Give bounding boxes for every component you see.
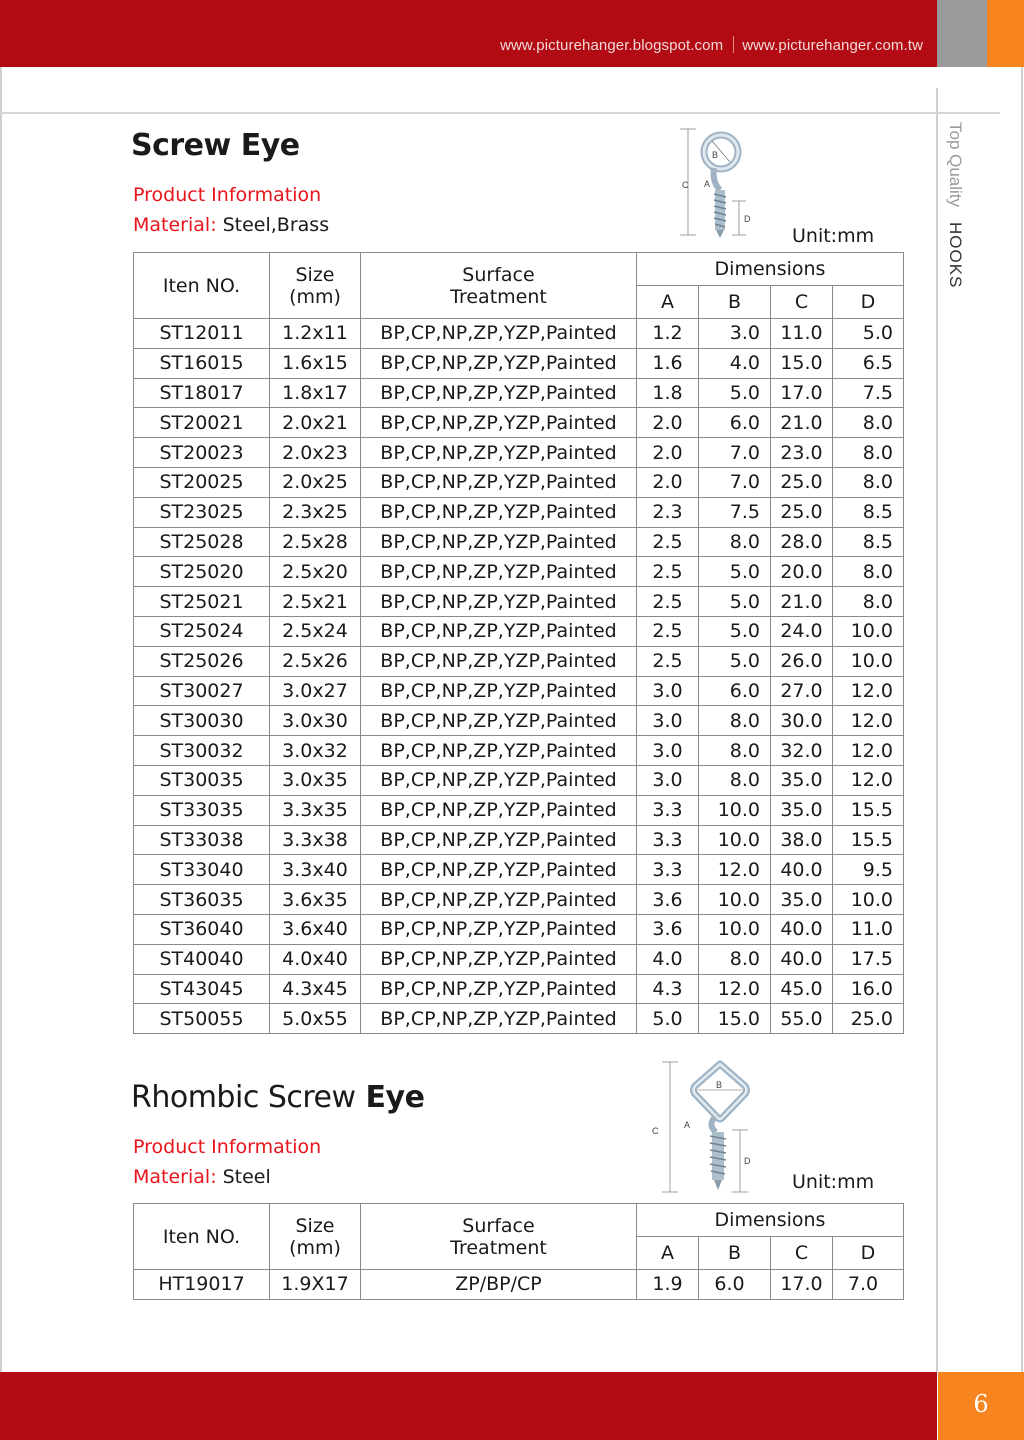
cell-dim-a: 2.5	[637, 557, 699, 587]
table-row	[134, 438, 904, 468]
cell-item-no: ST30035	[134, 765, 270, 795]
dim-label-c: C	[652, 1126, 659, 1136]
cell-item-no: ST23025	[134, 497, 270, 527]
table-row	[134, 974, 904, 1004]
title-part-bold: Eye	[365, 1080, 425, 1115]
cell-dim-c: 35.0	[771, 765, 833, 795]
cell-size: 3.0x27	[270, 676, 361, 706]
cell-dim-a: 2.5	[637, 616, 699, 646]
cell-dim-a: 1.2	[637, 319, 699, 349]
cell-size: 4.3x45	[270, 974, 361, 1004]
cell-dim-a: 2.0	[637, 438, 699, 468]
cell-item-no: ST50055	[134, 1004, 270, 1034]
cell-surface: BP,CP,NP,ZP,YZP,Painted	[361, 765, 637, 795]
dim-label-c: C	[682, 180, 689, 190]
cell-surface: BP,CP,NP,ZP,YZP,Painted	[361, 974, 637, 1004]
product-info-heading: Product Information	[133, 184, 322, 206]
dim-label-d: D	[744, 214, 751, 224]
dim-label-b: B	[716, 1080, 723, 1090]
cell-dim-a: 4.0	[637, 944, 699, 974]
cell-dim-a: 3.6	[637, 914, 699, 944]
cell-size: 1.2x11	[270, 319, 361, 349]
cell-dim-d: 7.5	[833, 378, 904, 408]
cell-dim-d: 12.0	[833, 765, 904, 795]
title-part: Screw	[131, 128, 231, 163]
title-part-bold: Eye	[240, 128, 300, 163]
cell-surface: BP,CP,NP,ZP,YZP,Painted	[361, 914, 637, 944]
cell-size: 2.5x21	[270, 587, 361, 617]
cell-item-no: ST40040	[134, 944, 270, 974]
header-a: A	[637, 286, 699, 319]
dim-label-b: B	[712, 150, 719, 160]
cell-dim-b: 10.0	[699, 795, 771, 825]
cell-item-no: ST20021	[134, 408, 270, 438]
cell-dim-b: 5.0	[699, 587, 771, 617]
cell-dim-b: 7.5	[699, 497, 771, 527]
cell-dim-b: 12.0	[699, 855, 771, 885]
table-row	[134, 378, 904, 408]
footer-bar	[0, 1372, 937, 1440]
cell-surface: BP,CP,NP,ZP,YZP,Painted	[361, 497, 637, 527]
section-title-rhombic-screw-eye	[131, 1080, 424, 1115]
cell-dim-b: 5.0	[699, 557, 771, 587]
cell-size: 3.3x35	[270, 795, 361, 825]
cell-dim-a: 3.0	[637, 676, 699, 706]
cell-dim-d: 8.0	[833, 557, 904, 587]
cell-dim-d: 8.0	[833, 408, 904, 438]
cell-dim-d: 25.0	[833, 1004, 904, 1034]
table-row	[134, 1270, 904, 1300]
cell-dim-d: 15.5	[833, 795, 904, 825]
cell-size: 3.0x32	[270, 736, 361, 766]
cell-size: 2.0x21	[270, 408, 361, 438]
cell-size: 2.3x25	[270, 497, 361, 527]
cell-dim-a: 3.0	[637, 736, 699, 766]
table-row	[134, 825, 904, 855]
header-d: D	[833, 1237, 904, 1270]
cell-surface: BP,CP,NP,ZP,YZP,Painted	[361, 467, 637, 497]
table-row	[134, 587, 904, 617]
header-d: D	[833, 286, 904, 319]
cell-item-no: ST12011	[134, 319, 270, 349]
cell-dim-b: 10.0	[699, 914, 771, 944]
header-surface-line2: Treatment	[450, 285, 547, 308]
cell-dim-b: 8.0	[699, 944, 771, 974]
cell-dim-c: 20.0	[771, 557, 833, 587]
cell-dim-c: 25.0	[771, 497, 833, 527]
cell-dim-c: 40.0	[771, 855, 833, 885]
side-divider	[936, 88, 938, 1372]
cell-dim-a: 2.0	[637, 467, 699, 497]
dim-label-a: A	[704, 179, 711, 189]
cell-dim-c: 38.0	[771, 825, 833, 855]
cell-item-no: ST30027	[134, 676, 270, 706]
cell-item-no: ST43045	[134, 974, 270, 1004]
material-line	[133, 1166, 271, 1188]
cell-dim-b: 10.0	[699, 825, 771, 855]
screw-eye-spec-table	[133, 252, 904, 1034]
table-row	[134, 706, 904, 736]
cell-surface: BP,CP,NP,ZP,YZP,Painted	[361, 855, 637, 885]
cell-surface: BP,CP,NP,ZP,YZP,Painted	[361, 646, 637, 676]
cell-item-no: ST33040	[134, 855, 270, 885]
cell-dim-d: 8.0	[833, 467, 904, 497]
cell-dim-d: 12.0	[833, 736, 904, 766]
cell-dim-a: 1.6	[637, 348, 699, 378]
cell-size: 3.3x38	[270, 825, 361, 855]
cell-surface: BP,CP,NP,ZP,YZP,Painted	[361, 616, 637, 646]
website-link[interactable]: www.picturehanger.com.tw	[742, 37, 923, 54]
cell-dim-b: 5.0	[699, 646, 771, 676]
cell-surface: BP,CP,NP,ZP,YZP,Painted	[361, 736, 637, 766]
cell-item-no: ST33035	[134, 795, 270, 825]
cell-dim-b: 6.0	[699, 408, 771, 438]
header-links	[500, 36, 923, 54]
cell-surface: BP,CP,NP,ZP,YZP,Painted	[361, 587, 637, 617]
cell-dim-b: 8.0	[699, 765, 771, 795]
cell-dim-c: 17.0	[771, 1270, 833, 1300]
cell-dim-d: 10.0	[833, 885, 904, 915]
cell-surface: BP,CP,NP,ZP,YZP,Painted	[361, 676, 637, 706]
cell-dim-a: 1.8	[637, 378, 699, 408]
top-divider	[0, 112, 1000, 114]
cell-item-no: ST25026	[134, 646, 270, 676]
cell-dim-b: 12.0	[699, 974, 771, 1004]
cell-dim-a: 3.3	[637, 855, 699, 885]
cell-dim-c: 27.0	[771, 676, 833, 706]
header-c: C	[771, 1237, 833, 1270]
cell-dim-c: 45.0	[771, 974, 833, 1004]
rhombic-screw-eye-diagram-icon	[650, 1056, 760, 1196]
cell-surface: BP,CP,NP,ZP,YZP,Painted	[361, 527, 637, 557]
header-item-no: Iten NO.	[134, 253, 270, 319]
cell-dim-d: 11.0	[833, 914, 904, 944]
header-dimensions: Dimensions	[637, 253, 904, 286]
cell-size: 4.0x40	[270, 944, 361, 974]
right-border	[1021, 67, 1023, 1372]
cell-dim-d: 8.5	[833, 527, 904, 557]
table-row	[134, 765, 904, 795]
blog-link[interactable]: www.picturehanger.blogspot.com	[500, 37, 724, 54]
cell-dim-b: 8.0	[699, 736, 771, 766]
cell-dim-b: 8.0	[699, 706, 771, 736]
table-row	[134, 855, 904, 885]
cell-size: 3.6x40	[270, 914, 361, 944]
cell-dim-c: 21.0	[771, 587, 833, 617]
cell-dim-d: 16.0	[833, 974, 904, 1004]
cell-item-no: ST36040	[134, 914, 270, 944]
cell-dim-d: 17.5	[833, 944, 904, 974]
header-surface	[361, 1204, 637, 1270]
unit-label: Unit:mm	[792, 1171, 875, 1193]
cell-size: 5.0x55	[270, 1004, 361, 1034]
dim-label-d: D	[744, 1156, 751, 1166]
header-surface-line1: Surface	[462, 263, 535, 286]
cell-dim-c: 40.0	[771, 944, 833, 974]
header-size-line2: (mm)	[289, 285, 341, 308]
cell-dim-a: 2.5	[637, 646, 699, 676]
cell-dim-a: 2.5	[637, 527, 699, 557]
material-value: Steel	[222, 1166, 271, 1188]
cell-size: 3.0x35	[270, 765, 361, 795]
cell-item-no: ST20025	[134, 467, 270, 497]
cell-item-no: ST25020	[134, 557, 270, 587]
cell-dim-a: 2.3	[637, 497, 699, 527]
header-dimensions: Dimensions	[637, 1204, 904, 1237]
cell-dim-a: 3.3	[637, 825, 699, 855]
cell-dim-b: 8.0	[699, 527, 771, 557]
cell-size: 2.0x25	[270, 467, 361, 497]
header-surface	[361, 253, 637, 319]
screw-eye-diagram-icon	[676, 124, 776, 242]
cell-size: 2.5x26	[270, 646, 361, 676]
table-row	[134, 736, 904, 766]
cell-surface: BP,CP,NP,ZP,YZP,Painted	[361, 438, 637, 468]
cell-size: 3.6x35	[270, 885, 361, 915]
cell-dim-d: 15.5	[833, 825, 904, 855]
cell-dim-d: 8.5	[833, 497, 904, 527]
cell-surface: BP,CP,NP,ZP,YZP,Painted	[361, 557, 637, 587]
cell-item-no: ST16015	[134, 348, 270, 378]
rhombic-table-body	[134, 1270, 904, 1300]
cell-dim-d: 10.0	[833, 616, 904, 646]
cell-size: 1.6x15	[270, 348, 361, 378]
cell-size: 2.5x20	[270, 557, 361, 587]
table-row	[134, 646, 904, 676]
side-label-light: Top Quality	[946, 122, 965, 208]
cell-item-no: ST25024	[134, 616, 270, 646]
cell-dim-b: 7.0	[699, 438, 771, 468]
product-info-heading: Product Information	[133, 1136, 322, 1158]
cell-dim-d: 12.0	[833, 676, 904, 706]
table-row	[134, 676, 904, 706]
cell-dim-b: 3.0	[699, 319, 771, 349]
table-row	[134, 795, 904, 825]
cell-dim-c: 15.0	[771, 348, 833, 378]
header-a: A	[637, 1237, 699, 1270]
cell-surface: BP,CP,NP,ZP,YZP,Painted	[361, 408, 637, 438]
table-header-row	[134, 1204, 904, 1237]
table-row	[134, 527, 904, 557]
table-row	[134, 944, 904, 974]
header-bar	[0, 0, 937, 67]
table-row	[134, 408, 904, 438]
cell-dim-c: 30.0	[771, 706, 833, 736]
table-header-row	[134, 253, 904, 286]
table-row	[134, 885, 904, 915]
cell-dim-b: 5.0	[699, 616, 771, 646]
material-label: Material:	[133, 1166, 217, 1188]
cell-dim-d: 8.0	[833, 438, 904, 468]
cell-dim-c: 24.0	[771, 616, 833, 646]
material-label: Material:	[133, 214, 217, 236]
header-c: C	[771, 286, 833, 319]
header-surface-line2: Treatment	[450, 1236, 547, 1259]
cell-surface: BP,CP,NP,ZP,YZP,Painted	[361, 319, 637, 349]
cell-dim-a: 3.6	[637, 885, 699, 915]
header-size-line2: (mm)	[289, 1236, 341, 1259]
cell-surface: BP,CP,NP,ZP,YZP,Painted	[361, 944, 637, 974]
cell-item-no: ST25021	[134, 587, 270, 617]
cell-item-no: ST33038	[134, 825, 270, 855]
cell-dim-d: 12.0	[833, 706, 904, 736]
cell-dim-d: 5.0	[833, 319, 904, 349]
cell-dim-c: 23.0	[771, 438, 833, 468]
cell-size: 1.8x17	[270, 378, 361, 408]
cell-dim-b: 15.0	[699, 1004, 771, 1034]
cell-dim-c: 21.0	[771, 408, 833, 438]
header-surface-line1: Surface	[462, 1214, 535, 1237]
cell-dim-d: 8.0	[833, 587, 904, 617]
screw-eye-table-body	[134, 319, 904, 1034]
cell-dim-c: 25.0	[771, 467, 833, 497]
material-line	[133, 214, 329, 236]
cell-dim-c: 11.0	[771, 319, 833, 349]
side-label	[945, 122, 965, 288]
cell-dim-a: 3.0	[637, 765, 699, 795]
cell-dim-c: 28.0	[771, 527, 833, 557]
header-gray-block	[937, 0, 987, 67]
left-border	[0, 67, 2, 1372]
cell-surface: ZP/BP/CP	[361, 1270, 637, 1300]
cell-surface: BP,CP,NP,ZP,YZP,Painted	[361, 348, 637, 378]
cell-dim-b: 6.0	[699, 1270, 771, 1300]
cell-dim-b: 7.0	[699, 467, 771, 497]
cell-size: 2.0x23	[270, 438, 361, 468]
cell-dim-a: 2.0	[637, 408, 699, 438]
page-number: 6	[973, 1390, 989, 1418]
cell-item-no: ST30030	[134, 706, 270, 736]
table-row	[134, 616, 904, 646]
link-divider	[733, 36, 734, 53]
cell-dim-a: 4.3	[637, 974, 699, 1004]
cell-surface: BP,CP,NP,ZP,YZP,Painted	[361, 1004, 637, 1034]
header-item-no: Iten NO.	[134, 1204, 270, 1270]
cell-dim-c: 55.0	[771, 1004, 833, 1034]
cell-dim-d: 6.5	[833, 348, 904, 378]
cell-dim-c: 17.0	[771, 378, 833, 408]
cell-dim-c: 32.0	[771, 736, 833, 766]
header-size	[270, 1204, 361, 1270]
cell-surface: BP,CP,NP,ZP,YZP,Painted	[361, 825, 637, 855]
cell-dim-a: 5.0	[637, 1004, 699, 1034]
cell-surface: BP,CP,NP,ZP,YZP,Painted	[361, 378, 637, 408]
table-row	[134, 497, 904, 527]
cell-dim-b: 5.0	[699, 378, 771, 408]
cell-item-no: ST30032	[134, 736, 270, 766]
cell-size: 2.5x28	[270, 527, 361, 557]
table-row	[134, 914, 904, 944]
cell-dim-c: 40.0	[771, 914, 833, 944]
cell-size: 3.0x30	[270, 706, 361, 736]
cell-item-no: ST20023	[134, 438, 270, 468]
cell-surface: BP,CP,NP,ZP,YZP,Painted	[361, 885, 637, 915]
cell-dim-b: 6.0	[699, 676, 771, 706]
table-row	[134, 467, 904, 497]
header-b: B	[699, 286, 771, 319]
cell-dim-b: 10.0	[699, 885, 771, 915]
side-label-dark: HOOKS	[946, 221, 965, 289]
cell-item-no: ST36035	[134, 885, 270, 915]
table-row	[134, 348, 904, 378]
cell-item-no: ST18017	[134, 378, 270, 408]
header-size	[270, 253, 361, 319]
header-b: B	[699, 1237, 771, 1270]
cell-dim-d: 7.0	[833, 1270, 904, 1300]
cell-size: 3.3x40	[270, 855, 361, 885]
header-size-line1: Size	[295, 1214, 335, 1237]
cell-dim-a: 3.0	[637, 706, 699, 736]
cell-size: 1.9X17	[270, 1270, 361, 1300]
cell-surface: BP,CP,NP,ZP,YZP,Painted	[361, 706, 637, 736]
cell-item-no: HT19017	[134, 1270, 270, 1300]
cell-dim-a: 3.3	[637, 795, 699, 825]
dim-label-a: A	[684, 1120, 691, 1130]
cell-dim-d: 9.5	[833, 855, 904, 885]
cell-dim-c: 35.0	[771, 885, 833, 915]
section-title-screw-eye	[131, 128, 300, 163]
rhombic-screw-eye-spec-table	[133, 1203, 904, 1300]
cell-item-no: ST25028	[134, 527, 270, 557]
cell-dim-d: 10.0	[833, 646, 904, 676]
cell-size: 2.5x24	[270, 616, 361, 646]
table-row	[134, 1004, 904, 1034]
title-part: Rhombic Screw	[131, 1080, 356, 1115]
cell-dim-a: 2.5	[637, 587, 699, 617]
header-size-line1: Size	[295, 263, 335, 286]
cell-dim-b: 4.0	[699, 348, 771, 378]
unit-label: Unit:mm	[792, 225, 875, 247]
table-row	[134, 557, 904, 587]
cell-surface: BP,CP,NP,ZP,YZP,Painted	[361, 795, 637, 825]
cell-dim-a: 1.9	[637, 1270, 699, 1300]
cell-dim-c: 26.0	[771, 646, 833, 676]
cell-dim-c: 35.0	[771, 795, 833, 825]
table-row	[134, 319, 904, 349]
header-orange-block	[987, 0, 1024, 67]
material-value: Steel,Brass	[222, 214, 330, 236]
